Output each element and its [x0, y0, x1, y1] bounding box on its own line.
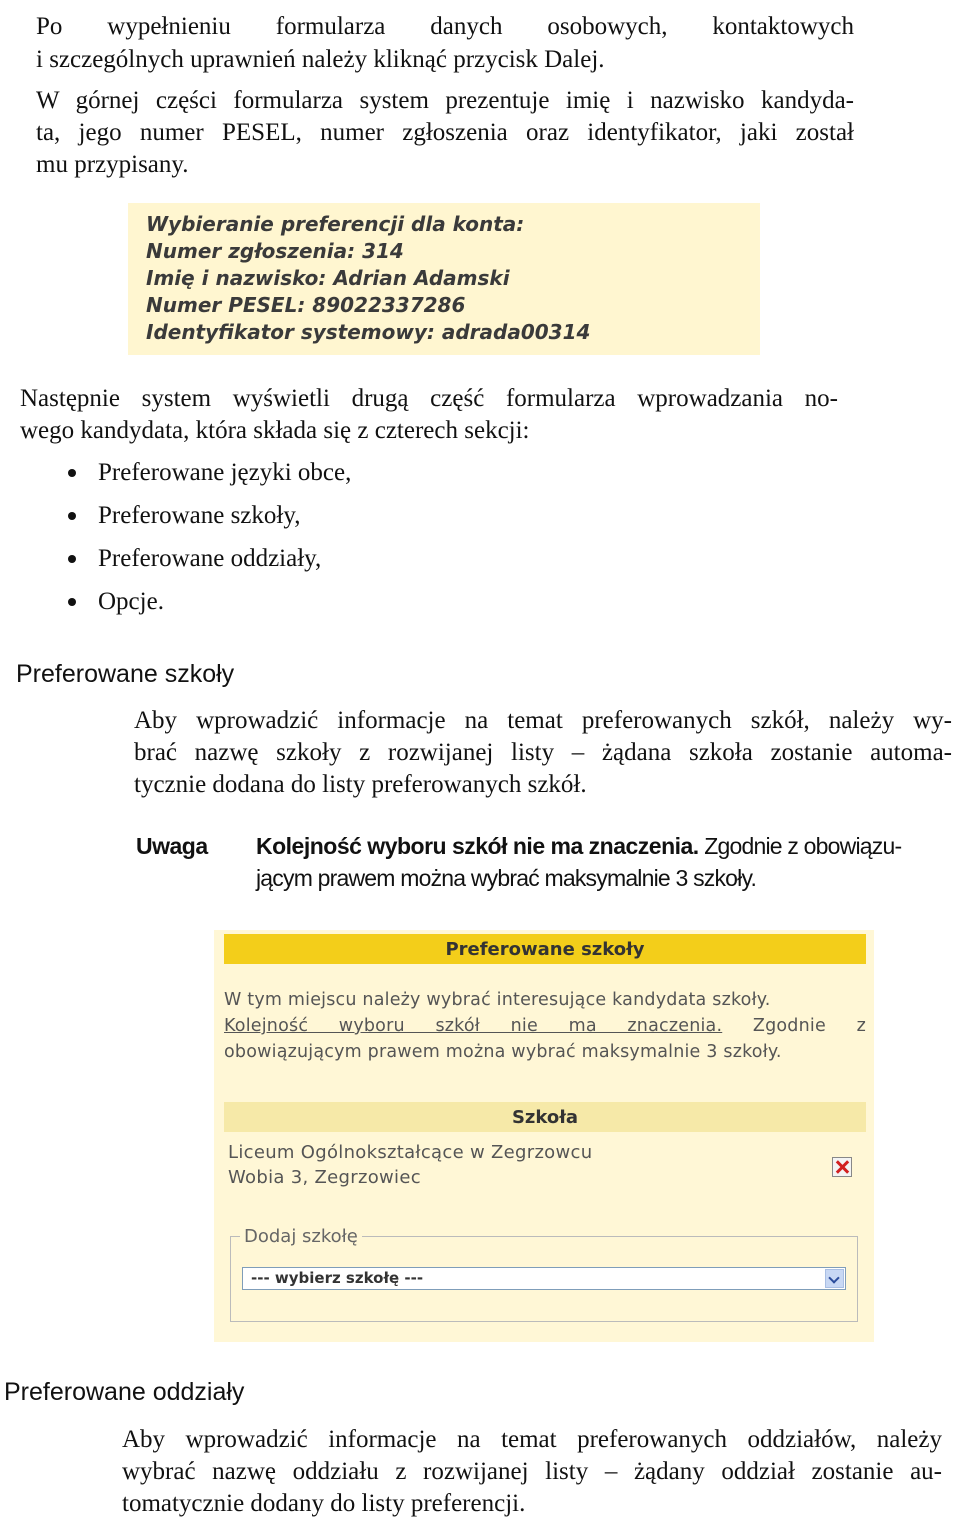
add-school-legend: Dodaj szkołę	[240, 1226, 362, 1248]
panel-desc-line-3: obowiązującym prawem można wybrać maksymalnie 3 szkoły.	[224, 1042, 782, 1062]
classes-text-line-2: wybrać nazwę oddziału z rozwijanej listy – żądany oddział zostanie au-	[122, 1458, 942, 1485]
list-item: Preferowane szkoły,	[68, 497, 351, 540]
school-address: Wobia 3, Zegrzowiec	[228, 1167, 421, 1188]
school-name: Liceum Ogólnokształcące w Zegrzowcu	[228, 1142, 593, 1163]
next-line-1: Następnie system wyświetli drugą część formularza wprowadzania no-	[20, 385, 838, 412]
intro-line-2: i szczególnych uprawnień należy kliknąć przycisk Dalej.	[36, 46, 605, 73]
panel-description	[224, 987, 866, 1065]
intro-p2-line-1: W górnej części formularza system prezentuje imię i nazwisko kandyda-	[36, 87, 854, 114]
panel-desc-underlined: Kolejność wyboru szkół nie ma znaczenia.	[224, 1016, 723, 1036]
schools-text-line-1: Aby wprowadzić informacje na temat preferowanych szkół, należy wy-	[134, 707, 952, 734]
note-rest: Zgodnie z obowiązu-	[698, 833, 902, 859]
preferred-schools-panel	[214, 930, 874, 1342]
delete-icon[interactable]	[832, 1157, 852, 1177]
section-heading-classes: Preferowane oddziały	[4, 1378, 245, 1406]
note-line-2: jącym prawem można wybrać maksymalnie 3 szkoły.	[256, 865, 757, 891]
section-heading-schools: Preferowane szkoły	[16, 660, 235, 688]
chevron-down-icon[interactable]	[825, 1269, 844, 1288]
schools-text-line-2: brać nazwę szkoły z rozwijanej listy – żądana szkoła zostanie automa-	[134, 739, 952, 766]
list-item: Preferowane oddziały,	[68, 540, 351, 583]
intro-line-1: Po wypełnieniu formularza danych osobowych, kontaktowych	[36, 13, 854, 40]
school-select[interactable]	[242, 1267, 846, 1290]
info-pesel: Numer PESEL: 89022337286	[146, 293, 466, 317]
note-bold: Kolejność wyboru szkół nie ma znaczenia.	[256, 833, 699, 859]
panel-desc-line-1: W tym miejscu należy wybrać interesujące kandydata szkoły.	[224, 990, 771, 1010]
list-item: Opcje.	[68, 583, 351, 626]
sections-list	[68, 454, 351, 626]
note-line-1	[256, 830, 956, 862]
note-label: Uwaga	[136, 833, 208, 859]
classes-text-line-1: Aby wprowadzić informacje na temat preferowanych oddziałów, należy	[122, 1426, 942, 1453]
info-box-title: Wybieranie preferencji dla konta:	[146, 212, 525, 236]
panel-desc-line-2	[224, 1013, 866, 1039]
schools-text-line-3: tycznie dodana do listy preferowanych szkół.	[134, 771, 587, 798]
intro-p2-line-3: mu przypisany.	[36, 151, 189, 178]
list-item: Preferowane języki obce,	[68, 454, 351, 497]
next-line-2: wego kandydata, która składa się z czterech sekcji:	[20, 417, 530, 444]
classes-text-line-3: tomatycznie dodany do listy preferencji.	[122, 1490, 526, 1517]
panel-title: Preferowane szkoły	[224, 934, 866, 964]
panel-desc-after: Zgodnie z	[722, 1016, 866, 1036]
account-info-box	[128, 203, 760, 355]
school-select-value: --- wybierz szkołę ---	[251, 1269, 424, 1287]
school-entry	[228, 1140, 592, 1190]
intro-p2-line-2: ta, jego numer PESEL, numer zgłoszenia oraz identyfikator, jaki został	[36, 119, 854, 146]
info-system-id: Identyfikator systemowy: adrada00314	[146, 320, 591, 344]
info-name: Imię i nazwisko: Adrian Adamski	[146, 266, 510, 290]
school-column-header: Szkoła	[224, 1102, 866, 1132]
info-application-number: Numer zgłoszenia: 314	[146, 239, 404, 263]
